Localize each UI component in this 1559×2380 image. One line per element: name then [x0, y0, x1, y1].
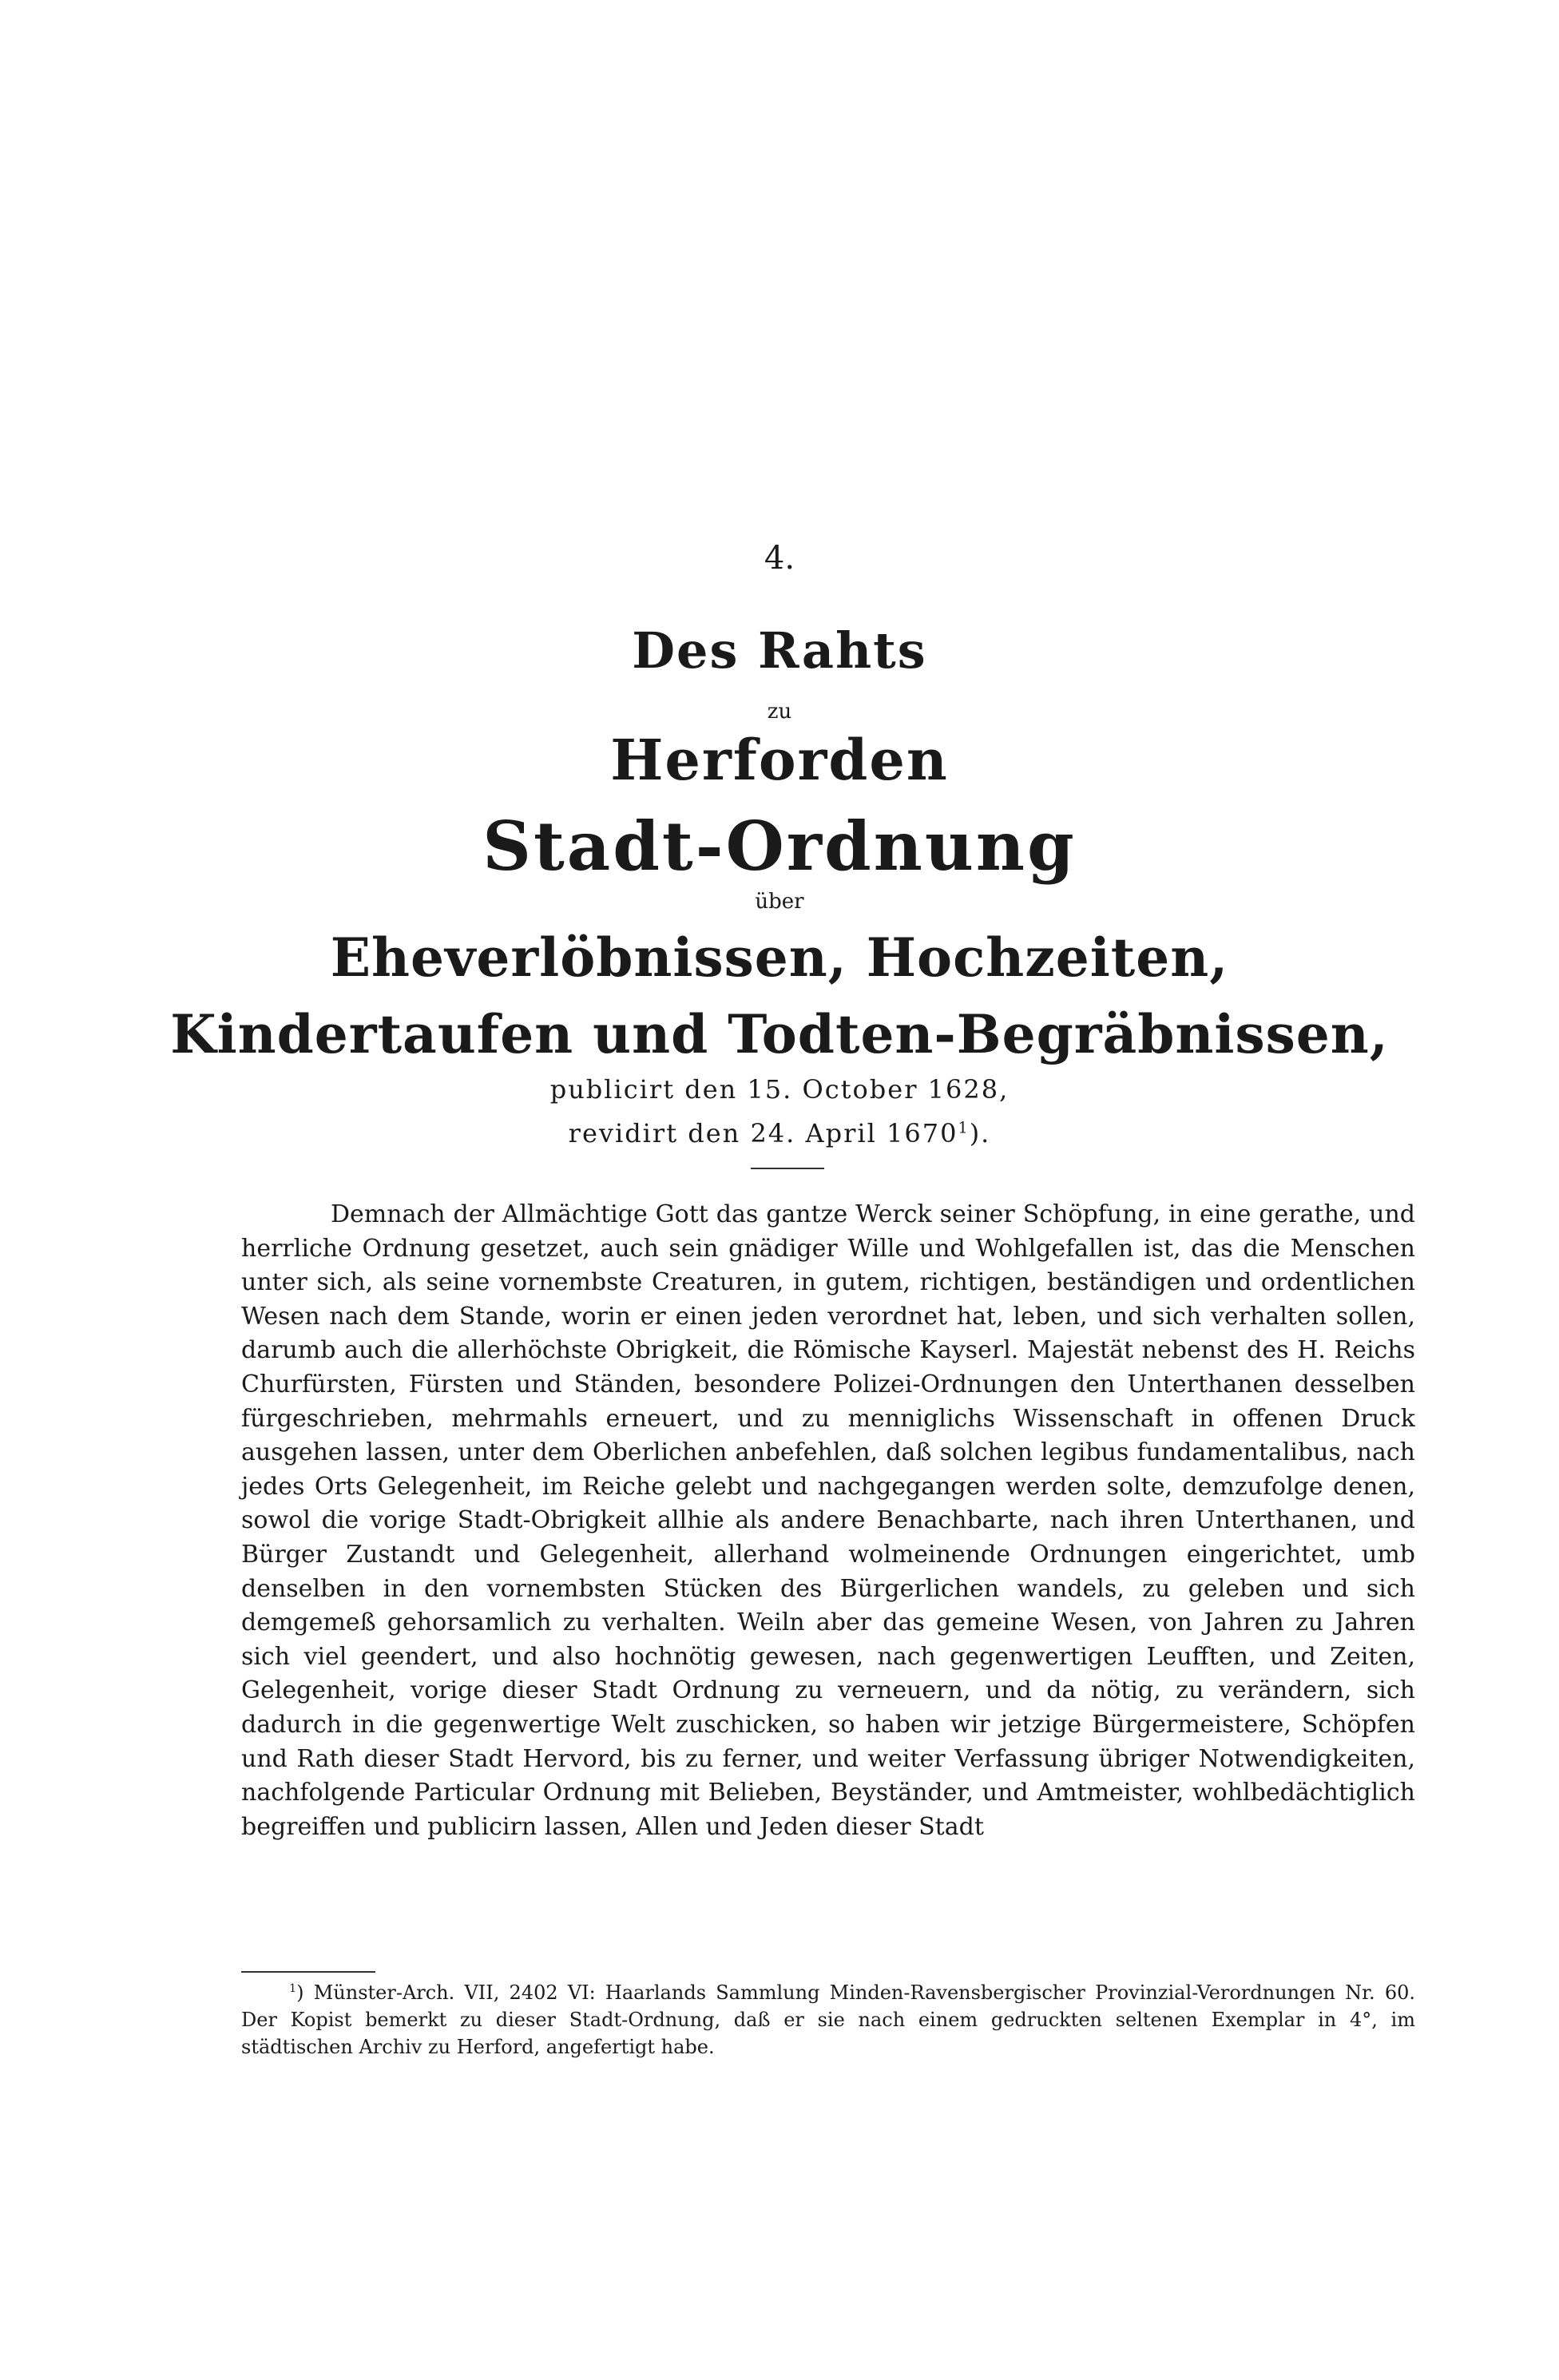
- title-line-herforden: Herforden: [610, 727, 949, 793]
- footnote-marker: 1: [289, 1982, 297, 1995]
- title-line-zu: zu: [767, 700, 792, 724]
- revision-date-text: revidirt den 24. April 1670: [568, 1118, 958, 1148]
- title-line-kindertaufen: Kindertaufen und Todten-Begräbnissen,: [170, 1003, 1389, 1065]
- footnote-text: ) Münster-Arch. VII, 2402 VI: Haarlands Sammlung Minden-Ravensbergischer Provinzial-Verordnungen Nr. 60. Der Kopist bemerkt zu dieser Stadt-Ordnung, daß er sie nach einem gedruckten seltenen Exemplar in 4°, im städtischen Archiv zu Herford, angefertigt habe.: [241, 1981, 1415, 2058]
- title-divider: [751, 1168, 824, 1169]
- section-number: 4.: [764, 540, 795, 577]
- footnote-reference: 1: [958, 1118, 970, 1137]
- publication-date: publicirt den 15. October 1628,: [549, 1074, 1010, 1105]
- body-paragraph: Demnach der Allmächtige Gott das gantze Werck seiner Schöpfung, in eine gerathe, und herrliche Ordnung gesetzet, auch sein gnädiger Wille und Wohlgefallen ist, das die Menschen unter sich, als seine vornembste Creaturen, in gutem, richtigen, beständigen und ordentlichen Wesen nach dem Stande, worin er einen jeden verordnet hat, leben, und sich verhalten sollen, darumb auch die allerhöchste Obrigkeit, die Römische Kayserl. Majestät nebenst des H. Reichs Churfürsten, Fürsten und Ständen, besondere Polizei-Ordnungen den Unterthanen desselben fürgeschrieben, mehrmahls erneuert, und zu menniglichs Wissenschaft in offenen Druck ausgehen lassen, unter dem Oberlichen anbefehlen, daß solchen legibus fundamentalibus, nach jedes Orts Gelegenheit, im Reiche gelebt und nachgegangen werden solte, demzufolge denen, sowol die vorige Stadt-Obrigkeit allhie als andere Benachbarte, nach ihren Unterthanen, und Bürger Zustandt und Gelegenheit, allerhand wolmeinende Ordnungen eingerichtet, umb denselben in den vornembsten Stücken des Bürgerlichen wandels, zu geleben und sich demgemeß gehorsamlich zu verhalten. Weiln aber das gemeine Wesen, von Jahren zu Jahren sich viel geendert, und also hochnötig gewesen, nach gegenwertigen Leufften, und Zeiten, Gelegenheit, vorige dieser Stadt Ordnung zu verneuern, und da nötig, zu verändern, sich dadurch in die gegenwertige Welt zuschicken, so haben wir jetzige Bürgermeistere, Schöpfen und Rath dieser Stadt Hervord, bis zu ferner, und weiter Verfassung übriger Notwendigkeiten, nachfolgende Particular Ordnung mit Belieben, Beyständer, und Amtmeister, wohlbedächtiglich begreiffen und publicirn lassen, Allen und Jeden dieser Stadt: [241, 1200, 1415, 1841]
- title-line-des-rahts: Des Rahts: [632, 621, 927, 680]
- title-line-stadt-ordnung: Stadt-Ordnung: [482, 807, 1077, 886]
- revision-date: [0, 1118, 1559, 1148]
- footnote-divider: [241, 1971, 375, 1973]
- footnote: [241, 1979, 1415, 2061]
- title-line-eheverloebnissen: Eheverlöbnissen, Hochzeiten,: [330, 926, 1229, 989]
- title-line-ueber: über: [755, 890, 804, 914]
- revision-date-close: ).: [969, 1118, 991, 1148]
